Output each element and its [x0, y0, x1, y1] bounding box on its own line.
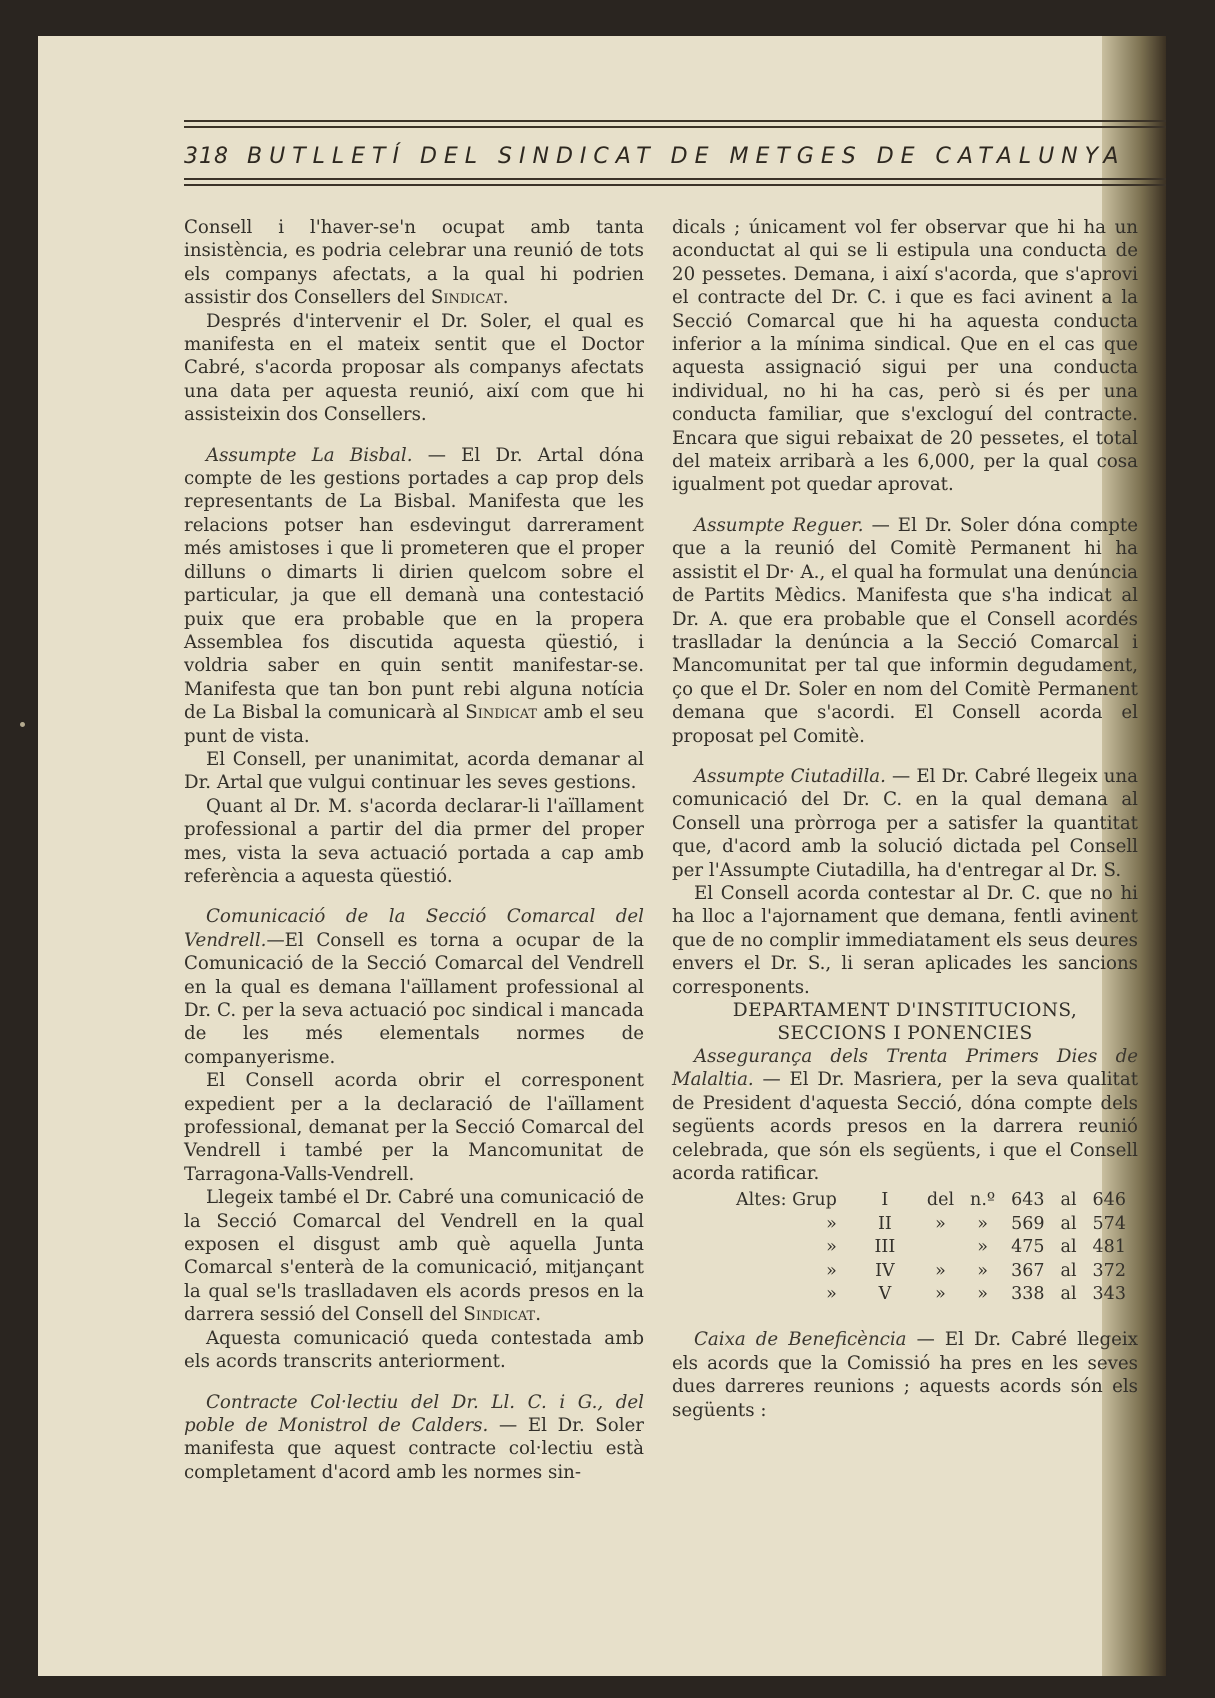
altes-cell-label: »	[826, 1213, 837, 1234]
journal-title: BUTLLETÍ DEL SINDICAT DE METGES DE CATALUNYA	[247, 143, 1126, 169]
altes-cell-grup: IV	[875, 1260, 895, 1281]
altes-cell-q1: »	[935, 1284, 946, 1305]
section-caixa: Caixa de Beneficència — El Dr. Cabré llegeix els acords que la Comissió ha pres en les seves dues darreres reunions ; aquests acords són els següents :	[672, 1329, 1138, 1421]
altes-cell-label: »	[826, 1260, 837, 1281]
right-column	[672, 216, 1138, 1422]
altes-row	[728, 1236, 1134, 1259]
altes-table	[728, 1189, 1134, 1306]
altes-cell-to: 372	[1092, 1260, 1126, 1281]
altes-cell-q2: »	[977, 1260, 988, 1281]
altes-cell-from: 338	[1011, 1284, 1045, 1305]
section-reguer: Assumpte Reguer. — El Dr. Soler dóna compte que a la reunió del Comitè Permanent hi ha assistit el Dr· A., el qual ha formulat una denúncia de Partits Mèdics. Manifesta que s'ha indicat al Dr. A. que era probable que el Consell acordés traslladar la denúncia a la Secció Comarcal i Mancomunitat per tal que informin degudament, ço que el Dr. Soler en nom del Comitè Permanent demana que s'acordi. El Consell acorda el proposat pel Comitè.	[672, 514, 1138, 747]
paragraph: El Consell acorda contestar al Dr. C. que no hi ha lloc a l'ajornament que demana, fentli avinent que de no complir immediatament els seus deures envers el Dr. S., li seran aplicades les sancions corresponents.	[672, 882, 1138, 998]
section-heading: Assumpte Ciutadilla.	[694, 765, 886, 787]
altes-row	[728, 1283, 1134, 1306]
altes-cell-q2: n.º	[970, 1190, 996, 1211]
altes-cell-to: 646	[1092, 1190, 1126, 1211]
left-column	[184, 216, 644, 1484]
paragraph: Després d'intervenir el Dr. Soler, el qual es manifesta en el mateix sentit que el Doctor Cabré, s'acorda proposar als companys afectats una data per aquesta reunió, així com que hi assisteixin dos Consellers.	[184, 310, 644, 426]
altes-cell-q2: »	[977, 1237, 988, 1258]
altes-cell-from: 643	[1011, 1190, 1045, 1211]
section-ciutadilla: Assumpte Ciutadilla. — El Dr. Cabré llegeix una comunicació del Dr. C. en la qual demana al Consell una pròrroga per a satisfer la quantitat que, d'acord amb la solució dictada pel Consell per l'Assumpte Ciutadilla, ha d'entregar al Dr. S.	[672, 765, 1138, 881]
altes-cell-label: »	[826, 1237, 837, 1258]
document-page	[38, 36, 1166, 1676]
header-rule-top-inner	[184, 126, 1166, 128]
paragraph: Quant al Dr. M. s'acorda declarar-li l'aïllament professional a partir del dia prmer del proper mes, vista la seva actuació portada a cap amb referència a aquesta qüestió.	[184, 795, 644, 887]
section-assegurança: Assegurança dels Trenta Primers Dies de Malaltia. — El Dr. Masriera, per la seva qualitat de President d'aquesta Secció, dóna compte dels següents acords presos en la darrera reunió celebrada, que són els següents, i que el Consell acorda ratificar.	[672, 1046, 1138, 1185]
altes-cell-label: »	[826, 1284, 837, 1305]
altes-cell-q2: »	[977, 1284, 988, 1305]
scan-mark	[20, 722, 25, 727]
altes-cell-q2: »	[977, 1213, 988, 1234]
section-contracte: Contracte Col·lectiu del Dr. Ll. C. i G., del poble de Monistrol de Calders. — El Dr. Soler manifesta que aquest contracte col·lectiu està completament d'acord amb les normes sin-	[184, 1391, 644, 1483]
paragraph: Llegeix també el Dr. Cabré una comunicació de la Secció Comarcal del Vendrell en la qual exposen el disgust amb què aquella Junta Comarcal s'enterà de la comunicació, mitjançant la qual se'ls traslladaven els acords presos en la darrera sessió del Consell del Sindicat.	[184, 1187, 644, 1326]
section-vendrell: Comunicació de la Secció Comarcal del Vendrell.—El Consell es torna a ocupar de la Comunicació de la Secció Comarcal del Vendrell en la qual es demana l'aïllament professional al Dr. C. per la seva actuació poc sindical i mancada de les més elementals normes de companyerisme.	[184, 906, 644, 1068]
altes-cell-al: al	[1060, 1284, 1077, 1305]
page-number: 318	[184, 143, 229, 169]
paragraph: El Consell acorda obrir el corresponent expedient per a la declaració de l'aïllament professional, demanat per la Secció Comarcal del Vendrell i també per la Mancomunitat de Tarragona-Valls-Vendrell.	[184, 1070, 644, 1185]
altes-cell-grup: I	[881, 1190, 889, 1211]
altes-cell-to: 574	[1092, 1213, 1126, 1234]
altes-row	[728, 1213, 1134, 1236]
paragraph: Consell i l'haver-se'n ocupat amb tanta insistència, es podria celebrar una reunió de tots els companys afectats, a la qual hi podrien assistir dos Consellers del Sindicat.	[184, 217, 644, 309]
section-heading: Contracte Col·lectiu del Dr. Ll. C. i G., del poble de Monistrol de Calders.	[184, 1391, 644, 1436]
section-heading: Comunicació de la Secció Comarcal del Vendrell.	[184, 906, 644, 951]
paragraph: dicals ; únicament vol fer observar que hi ha un aconductat al qui se li estipula una conducta de 20 pessetes. Demana, i així s'acorda, que s'aprovi el contracte del Dr. C. i que es faci avinent a la Secció Comarcal que hi ha aquesta conducta inferior a la mínima sindical. Que en el cas que aquesta assignació sigui per una conducta individual, no hi ha cas, però si és per una conducta familiar, que s'excloguí del contracte. Encara que sigui rebaixat de 20 pessetes, el total del mateix arribarà a les 6,000, per la qual cosa igualment pot quedar aprovat.	[672, 217, 1138, 496]
section-heading: Assumpte La Bisbal.	[206, 444, 413, 466]
altes-cell-from: 367	[1011, 1260, 1045, 1281]
section-bisbal: Assumpte La Bisbal. — El Dr. Artal dóna compte de les gestions portades a cap prop dels representants de La Bisbal. Manifesta que les relacions potser han esdevingut darrerament més amistoses i que li prometeren que el proper dilluns o dimarts li dirien quelcom sobre el particular, ja que ell demanà una contestació puix que era probable que en la propera Assemblea fos discutida aquesta qüestió, i voldria saber en quin sentit manifestar-se. Manifesta que tan bon punt rebi alguna notícia de La Bisbal la comunicarà al Sindicat amb el seu punt de vista.	[184, 444, 644, 747]
running-header	[184, 140, 1166, 172]
section-heading: Assegurança dels Trenta Primers Dies de Malaltia.	[672, 1046, 1138, 1091]
altes-cell-q1: »	[935, 1213, 946, 1234]
department-heading: DEPARTAMENT D'INSTITUCIONS, SECCIONS I PONENCIES	[732, 1000, 1078, 1044]
header-rule-bottom-inner	[184, 184, 1166, 186]
paragraph: El Consell, per unanimitat, acorda demanar al Dr. Artal que vulgui continuar les seves gestions.	[184, 748, 644, 794]
header-rule-top	[184, 120, 1166, 122]
paragraph: Aquesta comunicació queda contestada amb els acords transcrits anteriorment.	[184, 1327, 644, 1373]
altes-cell-to: 481	[1092, 1237, 1126, 1258]
altes-row	[728, 1189, 1134, 1212]
altes-cell-to: 343	[1092, 1284, 1126, 1305]
altes-cell-al: al	[1060, 1213, 1077, 1234]
altes-cell-q1: »	[935, 1260, 946, 1281]
section-heading: Caixa de Beneficència	[694, 1329, 907, 1351]
altes-cell-q1	[919, 1236, 962, 1259]
altes-cell-al: al	[1060, 1260, 1077, 1281]
altes-cell-q1: del	[926, 1190, 955, 1211]
altes-cell-from: 475	[1011, 1237, 1045, 1258]
altes-cell-al: al	[1060, 1190, 1077, 1211]
altes-cell-label: Altes: Grup	[736, 1190, 837, 1211]
altes-cell-grup: II	[877, 1213, 892, 1234]
header-rule-bottom	[184, 178, 1166, 180]
altes-cell-al: al	[1060, 1237, 1077, 1258]
altes-cell-grup: III	[874, 1237, 896, 1258]
altes-row	[728, 1260, 1134, 1283]
altes-cell-grup: V	[878, 1284, 892, 1305]
section-heading: Assumpte Reguer.	[694, 514, 864, 536]
altes-cell-from: 569	[1011, 1213, 1045, 1234]
